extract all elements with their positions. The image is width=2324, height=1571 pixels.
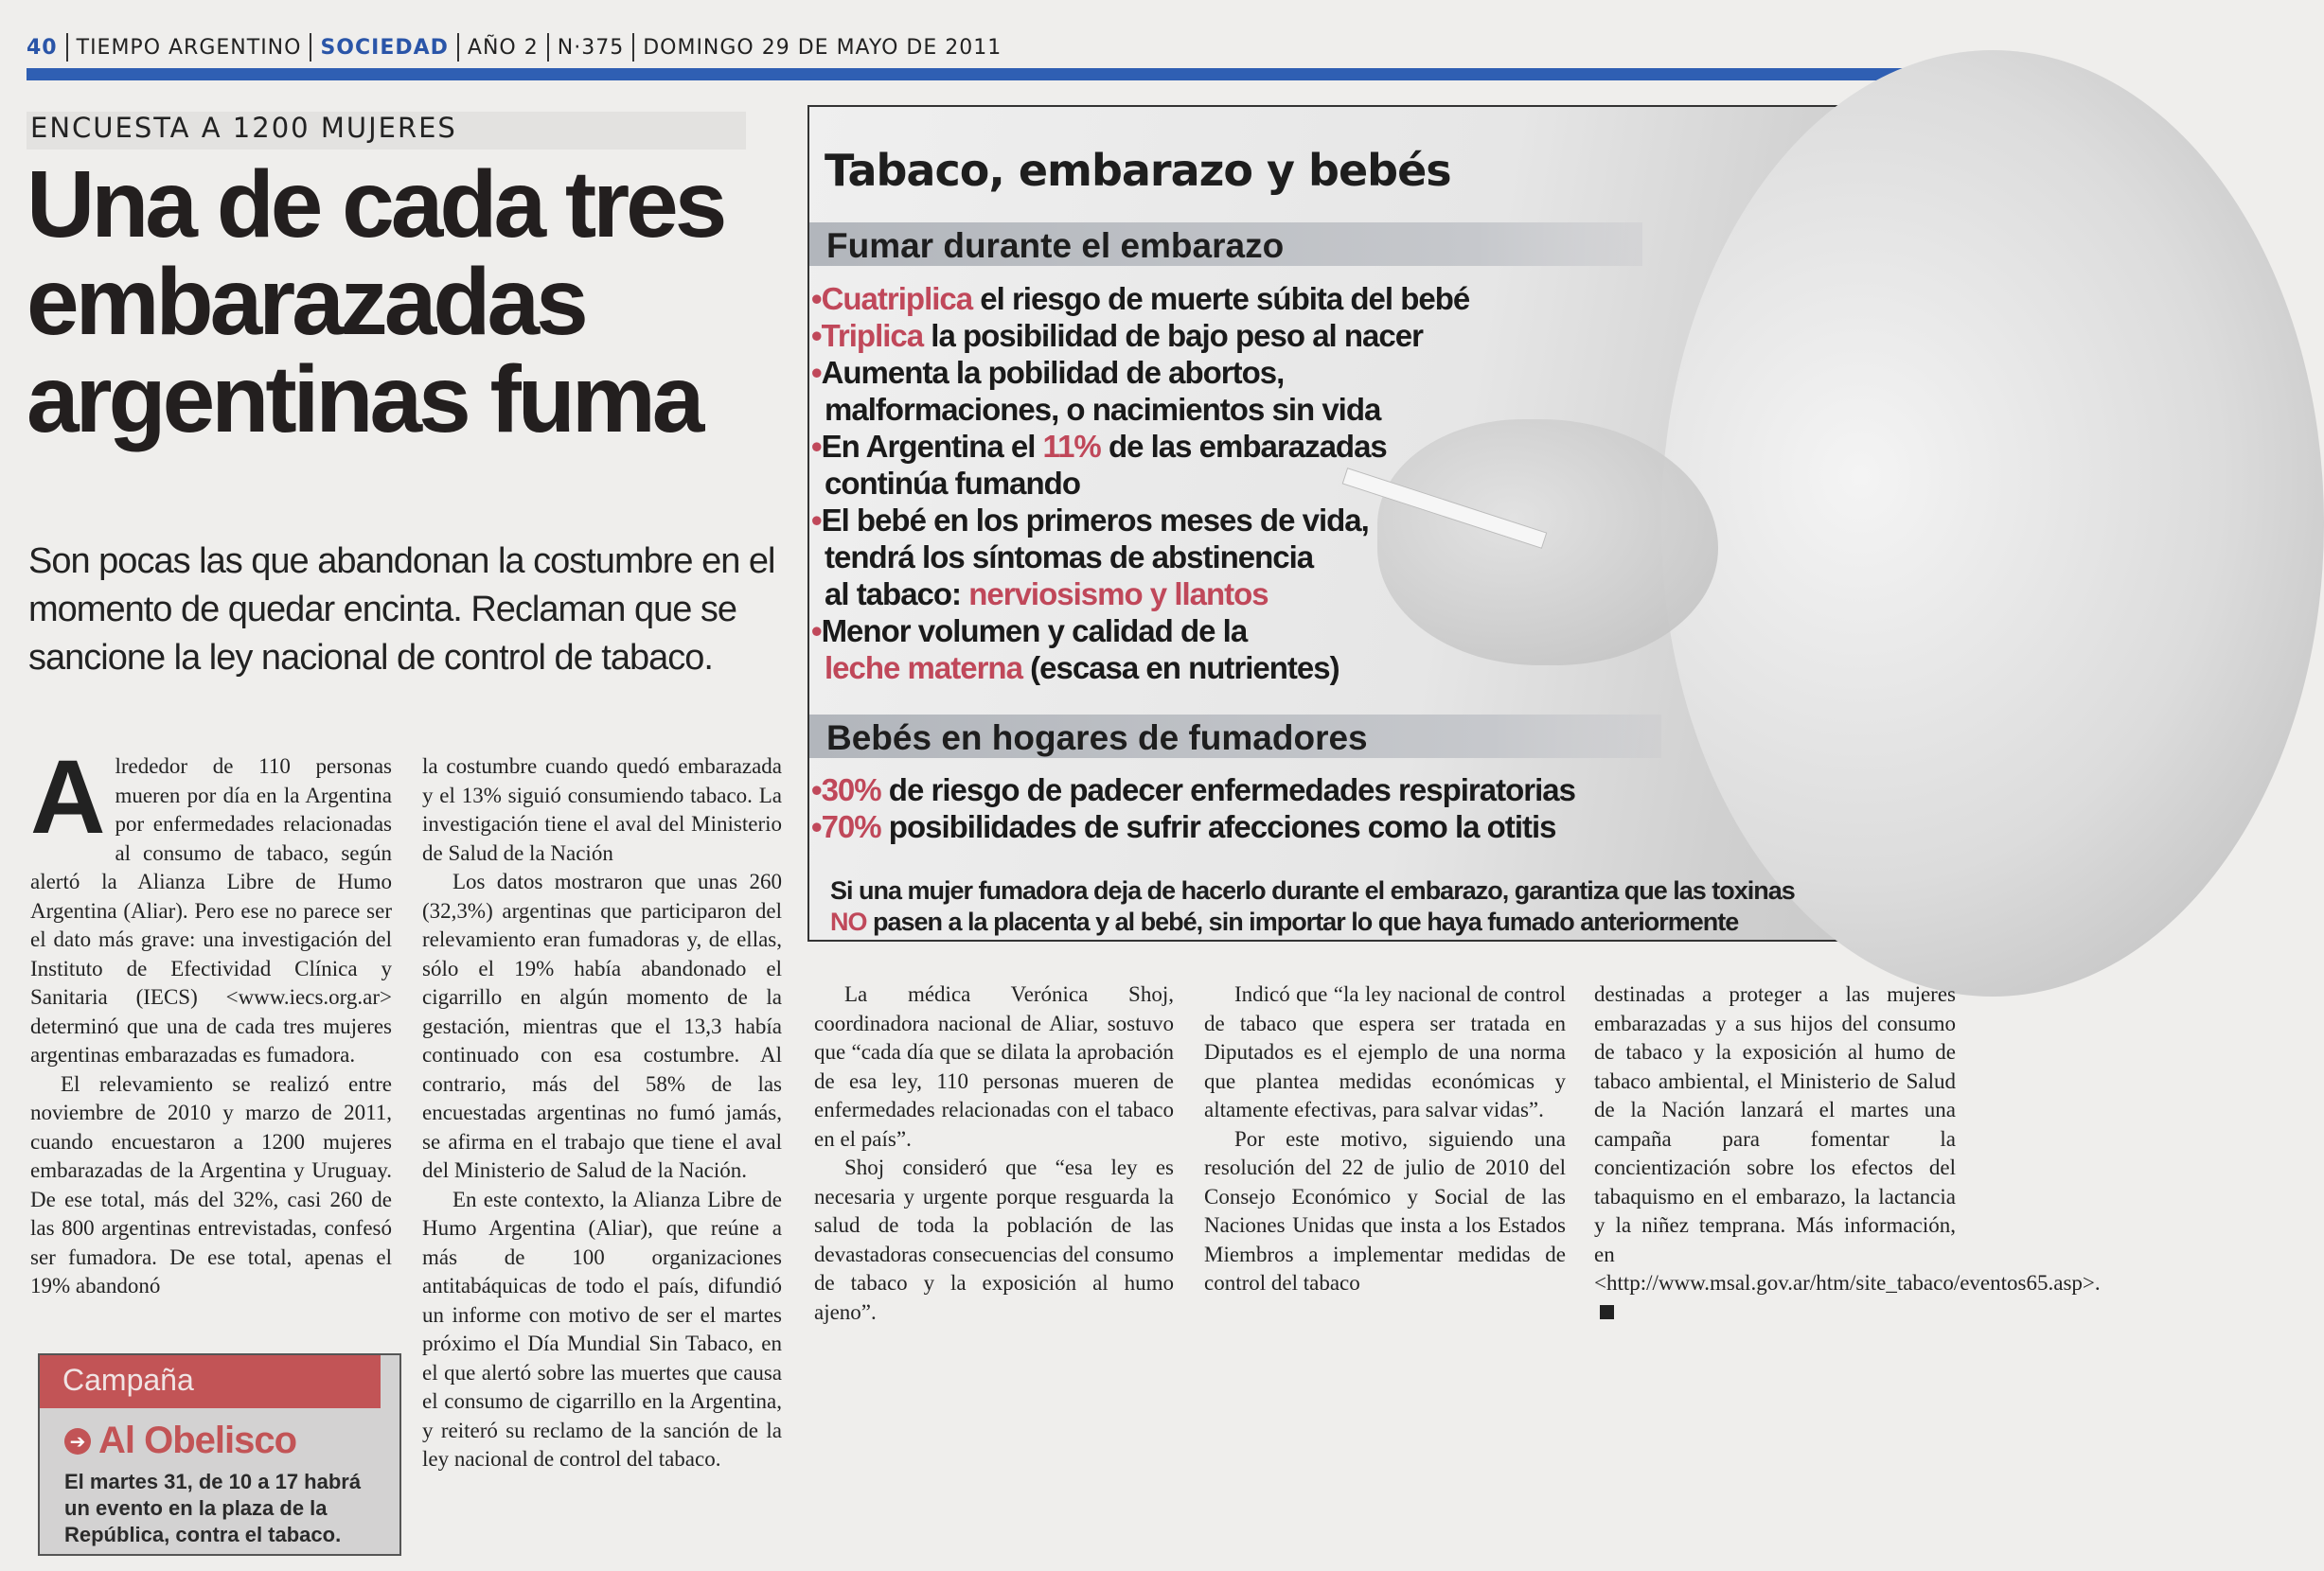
section-band bbox=[809, 222, 1642, 266]
issue-number: N·375 bbox=[557, 35, 625, 60]
header-divider bbox=[457, 33, 459, 62]
paragraph: El relevamiento se realizó entre noviembre de 2010 y marzo de 2011, cuando encuestaron a 1200 mujeres embarazadas de la Argentina y Uruguay. De ese total, más del 32%, casi 260 de las 800 argentinas entrevistadas, confesó ser fumadora. De ese total, apenas el 19% abandonó bbox=[30, 1071, 392, 1297]
article-column-2 bbox=[422, 752, 782, 1474]
article-column-1 bbox=[30, 739, 392, 1301]
paragraph: Shoj consideró que “esa ley es necesaria y urgente porque resguarda la salud de toda la población de las devastadoras consecuencias del consumo de tabaco y la exposición al humo ajeno”. bbox=[814, 1156, 1174, 1324]
infographic-title: Tabaco, embarazo y bebés bbox=[825, 145, 1451, 196]
campaign-title-row bbox=[64, 1420, 296, 1462]
campaign-box bbox=[38, 1353, 401, 1556]
campaign-label: Campaña bbox=[62, 1363, 194, 1397]
section-band bbox=[809, 715, 1661, 758]
drop-cap: A bbox=[30, 739, 106, 856]
page-header bbox=[27, 28, 1002, 66]
header-divider bbox=[547, 33, 549, 62]
article-subhead: Son pocas las que abandonan la costumbre en el momento de quedar encinta. Reclaman que se sancione la ley nacional de control de tabaco. bbox=[28, 541, 775, 678]
section-heading: Fumar durante el embarazo bbox=[826, 226, 1285, 265]
paragraph: la costumbre cuando quedó embarazada y el 13% siguió consumiendo tabaco. La investigación tiene el aval del Ministerio de Salud de la Nación bbox=[422, 754, 782, 865]
paragraph: Indicó que “la ley nacional de control de tabaco que espera ser tratada en Diputados es el ejemplo de una norma que plantea medidas económicas y altamente efectivas, para salvar vidas”. bbox=[1204, 982, 1566, 1121]
header-rule bbox=[27, 68, 1948, 80]
section-heading: Bebés en hogares de fumadores bbox=[826, 718, 1368, 757]
pregnant-belly-photo bbox=[1661, 50, 2324, 997]
paragraph: lrededor de 110 personas mueren por día en la Argentina por enfermedades relacionadas al consumo de tabaco, según alertó la Alianza Libre de Humo Argentina (Aliar). Pero ese no parece ser el dato más grave: una investigación del Instituto de Efectividad Clínica y Sanitaria (IECS) <www.iecs.org.ar> determinó que una de cada tres mujeres argentinas embarazadas es fumadora. bbox=[30, 754, 392, 1067]
list-item: •70% posibilidades de sufrir afecciones como la otitis bbox=[811, 809, 1556, 844]
list-item: •30% de riesgo de padecer enfermedades respiratorias bbox=[811, 772, 1575, 807]
section-name: SOCIEDAD bbox=[320, 35, 449, 60]
article-column-3 bbox=[814, 980, 1174, 1327]
paragraph: La médica Verónica Shoj, coordinadora nacional de Aliar, sostuvo que “cada día que se dilata la aprobación de esa ley, 110 personas mueren de enfermedades relacionadas con el tabaco en el país”. bbox=[814, 982, 1174, 1151]
paragraph: Por este motivo, siguiendo una resolución del 22 de julio de 2010 del Consejo Económico y Social de las Naciones Unidas que insta a los Estados Miembros a implementar medidas de control del tabaco bbox=[1204, 1126, 1566, 1295]
infographic bbox=[807, 105, 1957, 942]
header-divider bbox=[632, 33, 634, 62]
list-item: •El bebé en los primeros meses de vida, tendrá los síntomas de abstinencia al tabaco: nerviosismo y llantos bbox=[811, 503, 1369, 611]
risk-list bbox=[809, 771, 1575, 845]
campaign-title: Al Obelisco bbox=[98, 1420, 297, 1461]
paragraph: En este contexto, la Alianza Libre de Humo Argentina (Aliar), que reúne a más de 100 organizaciones antitabáquicas de todo el país, difundió un informe con motivo de ser el martes próximo el Día Mundial Sin Tabaco, en el que alertó sobre las muertes que causa el consumo de cigarrillo en la Argentina, y reiteró su reclamo de la sanción de la ley nacional de control del tabaco. bbox=[422, 1187, 782, 1471]
arrow-circle-icon: ➔ bbox=[64, 1428, 91, 1455]
campaign-text: El martes 31, de 10 a 17 habrá un evento en la plaza de la República, contra el tabaco. bbox=[64, 1470, 362, 1546]
year-label: AÑO 2 bbox=[467, 35, 539, 60]
article-kicker: ENCUESTA A 1200 MUJERES bbox=[30, 112, 457, 144]
article-column-4 bbox=[1204, 980, 1566, 1298]
list-item: •En Argentina el 11% de las embarazadas continúa fumando bbox=[811, 429, 1387, 501]
header-divider bbox=[310, 33, 311, 62]
issue-date: DOMINGO 29 DE MAYO DE 2011 bbox=[643, 35, 1002, 60]
article-column-5 bbox=[1594, 980, 2101, 1327]
newspaper-name: TIEMPO ARGENTINO bbox=[76, 35, 302, 60]
end-mark bbox=[1600, 1305, 1614, 1319]
page-number: 40 bbox=[27, 35, 58, 60]
header-divider bbox=[66, 33, 68, 62]
paragraph: destinadas a proteger a las mujeres embarazadas y a sus hijos del consumo de tabaco y la exposición al humo de tabaco ambiental, el Ministerio de Salud de la Nación lanzará el martes una campaña para fomentar la concientización sobre los efectos del tabaquismo en el embarazo, la lactancia y la niñez temprana. Más información, en <http://www.msal.gov.ar/htm/site_tabaco/eventos65.asp>. bbox=[1594, 980, 1956, 1327]
campaign-header bbox=[40, 1355, 381, 1408]
risk-list bbox=[809, 280, 1469, 686]
list-item: •Triplica la posibilidad de bajo peso al nacer bbox=[811, 318, 1423, 353]
article-headline: Una de cada tres embarazadas argentinas fuma bbox=[27, 151, 724, 452]
list-item: •Aumenta la pobilidad de abortos, malformaciones, o nacimientos sin vida bbox=[811, 355, 1381, 427]
infographic-note: Si una mujer fumadora deja de hacerlo durante el embarazo, garantiza que las toxinas NO pasen a la placenta y al bebé, sin importar lo que haya fumado anteriormente bbox=[830, 876, 1795, 936]
list-item: •Cuatriplica el riesgo de muerte súbita del bebé bbox=[811, 281, 1470, 316]
list-item: •Menor volumen y calidad de la leche materna (escasa en nutrientes) bbox=[811, 613, 1339, 685]
paragraph: Los datos mostraron que unas 260 (32,3%) argentinas que participaron del relevamiento eran fumadoras y, de ellas, sólo el 19% había abandonado el cigarrillo en algún momento de la gestación, mientras que el 13,3 había continuado con esa costumbre. Al contrario, más del 58% de las encuestadas argentinas no fumó jamás, se afirma en el trabajo que tiene el aval del Ministerio de Salud de la Nación. bbox=[422, 870, 782, 1182]
